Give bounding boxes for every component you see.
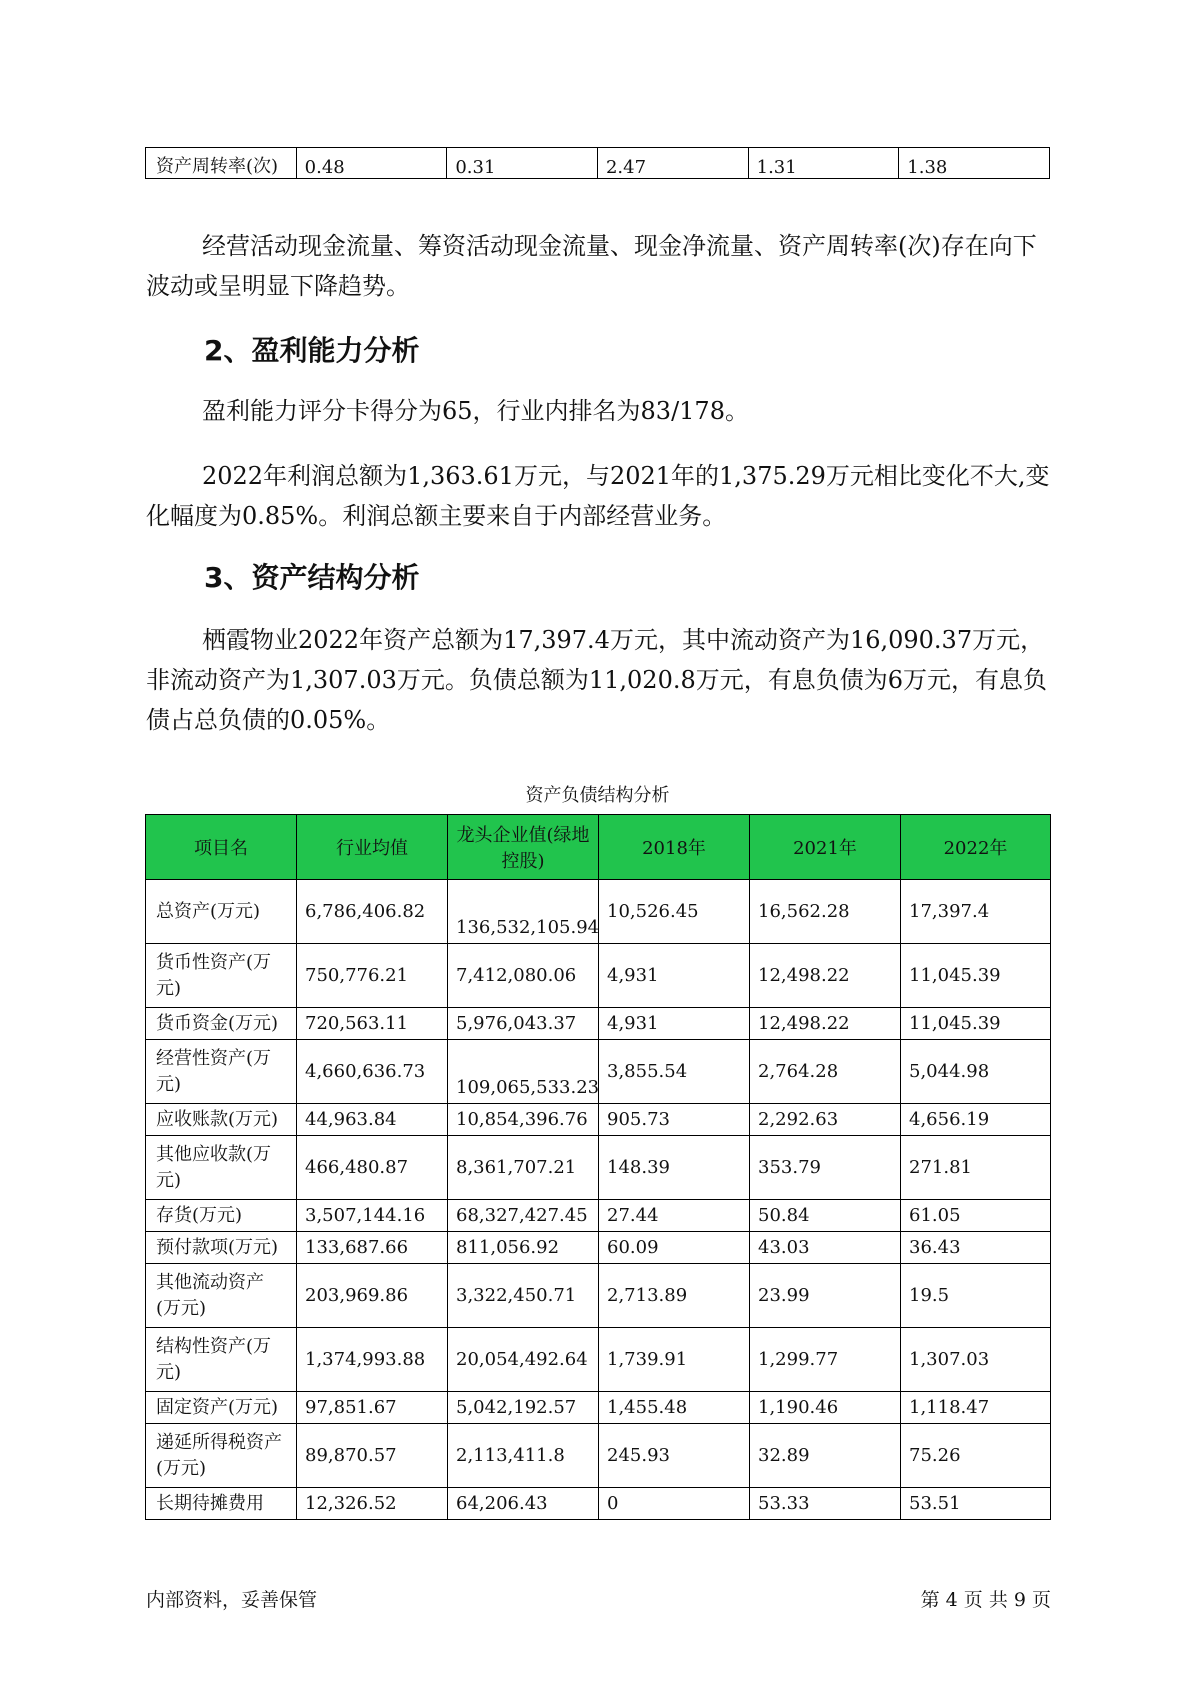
table-cell: 3,507,144.16 (297, 1200, 448, 1232)
table-cell: 720,563.11 (297, 1008, 448, 1040)
table-cell: 109,065,533.23 (448, 1040, 599, 1104)
table-cell: 44,963.84 (297, 1104, 448, 1136)
table-cell: 1.31 (748, 148, 899, 179)
table-cell: 12,498.22 (750, 944, 901, 1008)
column-header: 2022年 (901, 815, 1051, 880)
table-cell: 466,480.87 (297, 1136, 448, 1200)
table-cell: 5,976,043.37 (448, 1008, 599, 1040)
table-caption: 资产负债结构分析 (525, 785, 670, 806)
paragraph-cashflow: 经营活动现金流量、筹资活动现金流量、现金净流量、资产周转率(次)存在向下波动或呈明显下降趋势。 (146, 232, 1037, 300)
row-label: 应收账款(万元) (146, 1104, 297, 1136)
table-cell: 36.43 (901, 1232, 1051, 1264)
table-cell: 1,739.91 (599, 1328, 750, 1392)
table-cell: 68,327,427.45 (448, 1200, 599, 1232)
table-cell: 811,056.92 (448, 1232, 599, 1264)
table-cell: 148.39 (599, 1136, 750, 1200)
table-row (146, 1424, 1051, 1488)
table-cell: 11,045.39 (901, 944, 1051, 1008)
table-cell: 4,931 (599, 944, 750, 1008)
table-cell: 75.26 (901, 1424, 1051, 1488)
table-cell: 60.09 (599, 1232, 750, 1264)
table-cell: 2,292.63 (750, 1104, 901, 1136)
table-cell: 136,532,105.94 (448, 880, 599, 944)
table-cell: 19.5 (901, 1264, 1051, 1328)
table-cell: 89,870.57 (297, 1424, 448, 1488)
table-row (146, 880, 1051, 944)
heading-profitability: 2、盈利能力分析 (204, 334, 420, 367)
row-label: 其他流动资产(万元) (146, 1264, 297, 1328)
table-row (146, 944, 1051, 1008)
table-cell: 1,299.77 (750, 1328, 901, 1392)
table-cell: 43.03 (750, 1232, 901, 1264)
table-cell: 4,931 (599, 1008, 750, 1040)
table-cell: 20,054,492.64 (448, 1328, 599, 1392)
paragraph-score: 盈利能力评分卡得分为65，行业内排名为83/178。 (202, 397, 749, 425)
table-cell: 2,113,411.8 (448, 1424, 599, 1488)
table-cell: 905.73 (599, 1104, 750, 1136)
row-label: 经营性资产(万元) (146, 1040, 297, 1104)
table-cell: 4,660,636.73 (297, 1040, 448, 1104)
table-cell: 245.93 (599, 1424, 750, 1488)
row-label: 递延所得税资产(万元) (146, 1424, 297, 1488)
footer-confidential-note: 内部资料，妥善保管 (146, 1589, 318, 1611)
table-cell: 5,044.98 (901, 1040, 1051, 1104)
row-label: 其他应收款(万元) (146, 1136, 297, 1200)
table-cell: 2,713.89 (599, 1264, 750, 1328)
row-label: 结构性资产(万元) (146, 1328, 297, 1392)
row-label: 长期待摊费用 (146, 1488, 297, 1520)
table-cell: 12,498.22 (750, 1008, 901, 1040)
table-cell: 16,562.28 (750, 880, 901, 944)
table-cell: 353.79 (750, 1136, 901, 1200)
table-cell: 7,412,080.06 (448, 944, 599, 1008)
column-header: 项目名 (146, 815, 297, 880)
table-row (146, 1200, 1051, 1232)
table-cell: 32.89 (750, 1424, 901, 1488)
table-cell: 27.44 (599, 1200, 750, 1232)
footer-page-number: 第 4 页 共 9 页 (920, 1589, 1051, 1611)
row-label: 总资产(万元) (146, 880, 297, 944)
table-cell: 271.81 (901, 1136, 1051, 1200)
row-label: 固定资产(万元) (146, 1392, 297, 1424)
table-cell: 6,786,406.82 (297, 880, 448, 944)
table-cell: 11,045.39 (901, 1008, 1051, 1040)
row-label: 资产周转率(次) (146, 148, 297, 179)
table-cell: 1,455.48 (599, 1392, 750, 1424)
table-cell: 97,851.67 (297, 1392, 448, 1424)
column-header: 2018年 (599, 815, 750, 880)
table-row (146, 1328, 1051, 1392)
table-row (146, 1008, 1051, 1040)
table-cell: 4,656.19 (901, 1104, 1051, 1136)
table-cell: 10,854,396.76 (448, 1104, 599, 1136)
table-row (146, 1264, 1051, 1328)
table-row (146, 1104, 1051, 1136)
row-label: 预付款项(万元) (146, 1232, 297, 1264)
table-cell: 8,361,707.21 (448, 1136, 599, 1200)
table-cell: 0 (599, 1488, 750, 1520)
table-cell: 5,042,192.57 (448, 1392, 599, 1424)
row-label: 货币资金(万元) (146, 1008, 297, 1040)
heading-asset-structure: 3、资产结构分析 (204, 561, 420, 594)
table-cell: 1,374,993.88 (297, 1328, 448, 1392)
row-label: 货币性资产(万元) (146, 944, 297, 1008)
paragraph-assets: 栖霞物业2022年资产总额为17,397.4万元，其中流动资产为16,090.37万元，非流动资产为1,307.03万元。负债总额为11,020.8万元，有息负债为6万元，有息负债占总负债的0.05%。 (146, 626, 1048, 734)
table-cell: 10,526.45 (599, 880, 750, 944)
table-cell: 2.47 (597, 148, 748, 179)
table-cell: 1,118.47 (901, 1392, 1051, 1424)
table-cell: 3,322,450.71 (448, 1264, 599, 1328)
header-row (146, 815, 1051, 880)
paragraph-profit: 2022年利润总额为1,363.61万元，与2021年的1,375.29万元相比变化不大,变化幅度为0.85%。利润总额主要来自于内部经营业务。 (146, 462, 1050, 530)
column-header: 行业均值 (297, 815, 448, 880)
table-cell: 50.84 (750, 1200, 901, 1232)
table-cell: 1.38 (899, 148, 1050, 179)
column-header: 龙头企业值(绿地控股) (448, 815, 599, 880)
table-row (146, 1392, 1051, 1424)
table-cell: 1,190.46 (750, 1392, 901, 1424)
table-cell: 1,307.03 (901, 1328, 1051, 1392)
table-row (146, 1040, 1051, 1104)
table-cell: 0.48 (296, 148, 447, 179)
table-cell: 133,687.66 (297, 1232, 448, 1264)
table-cell: 53.51 (901, 1488, 1051, 1520)
table-row (146, 1136, 1051, 1200)
balance-structure-table (145, 814, 1051, 1520)
table-cell: 750,776.21 (297, 944, 448, 1008)
table-cell: 12,326.52 (297, 1488, 448, 1520)
table-cell: 17,397.4 (901, 880, 1051, 944)
turnover-table (145, 147, 1050, 179)
table-cell: 203,969.86 (297, 1264, 448, 1328)
table-cell: 3,855.54 (599, 1040, 750, 1104)
table-cell: 0.31 (447, 148, 598, 179)
table-row (146, 1232, 1051, 1264)
table-cell: 53.33 (750, 1488, 901, 1520)
table-cell: 64,206.43 (448, 1488, 599, 1520)
table-cell: 61.05 (901, 1200, 1051, 1232)
column-header: 2021年 (750, 815, 901, 880)
table-cell: 23.99 (750, 1264, 901, 1328)
row-label: 存货(万元) (146, 1200, 297, 1232)
table-row (146, 1488, 1051, 1520)
table-cell: 2,764.28 (750, 1040, 901, 1104)
table-row (146, 148, 1050, 179)
